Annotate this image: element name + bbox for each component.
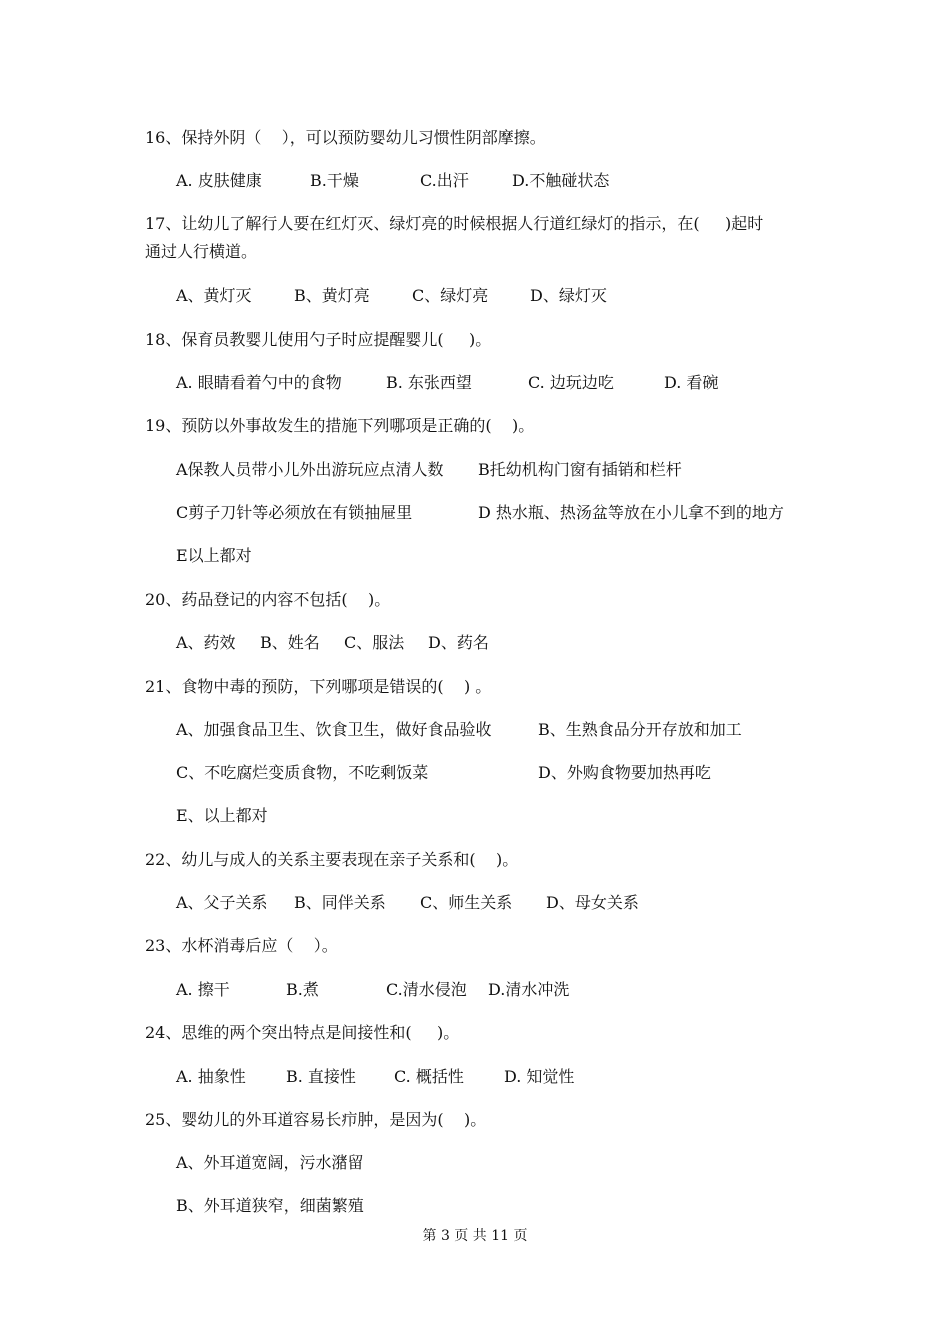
q17-option-d: D、绿灯灭 (530, 286, 607, 305)
question-25-stem: 25、婴幼儿的外耳道容易长疖肿，是因为( )。 (145, 1110, 487, 1129)
q19-option-d: D 热水瓶、热汤盆等放在小儿拿不到的地方 (478, 503, 784, 522)
q19-option-b: B托幼机构门窗有插销和栏杆 (478, 460, 682, 479)
question-18-stem: 18、保育员教婴儿使用勺子时应提醒婴儿( )。 (145, 330, 492, 349)
q25-option-a: A、外耳道宽阔，污水潴留 (176, 1153, 364, 1172)
q20-option-a: A、药效 (176, 633, 236, 652)
q22-option-d: D、母女关系 (546, 893, 639, 912)
q21-option-a: A、加强食品卫生、饮食卫生，做好食品验收 (176, 720, 492, 739)
question-24-stem: 24、思维的两个突出特点是间接性和( )。 (145, 1023, 460, 1042)
q23-option-c: C.清水侵泡 (386, 980, 467, 999)
q16-option-d: D.不触碰状态 (512, 171, 610, 190)
q25-option-b: B、外耳道狭窄，细菌繁殖 (176, 1196, 364, 1215)
question-23-stem: 23、水杯消毒后应（ ）。 (145, 936, 338, 955)
q16-option-c: C.出汗 (420, 171, 469, 190)
q17-option-c: C、绿灯亮 (412, 286, 489, 305)
q21-option-d: D、外购食物要加热再吃 (538, 763, 711, 782)
q21-option-c: C、不吃腐烂变质食物，不吃剩饭菜 (176, 763, 429, 782)
q24-option-d: D. 知觉性 (504, 1067, 575, 1086)
q19-option-c: C剪子刀针等必须放在有锁抽屉里 (176, 503, 413, 522)
q18-option-c: C. 边玩边吃 (528, 373, 614, 392)
q21-option-b: B、生熟食品分开存放和加工 (538, 720, 742, 739)
question-19-stem: 19、预防以外事故发生的措施下列哪项是正确的( )。 (145, 416, 535, 435)
q23-option-b: B.煮 (286, 980, 319, 999)
q22-option-b: B、同伴关系 (294, 893, 386, 912)
q18-option-d: D. 看碗 (664, 373, 719, 392)
q22-option-a: A、父子关系 (176, 893, 268, 912)
question-17-stem-line2: 通过人行横道。 (145, 242, 258, 261)
q16-option-b: B.干燥 (310, 171, 359, 190)
q19-option-e: E以上都对 (176, 546, 252, 565)
q16-option-a: A. 皮肤健康 (176, 171, 262, 190)
q20-option-d: D、药名 (428, 633, 489, 652)
q21-option-e: E、以上都对 (176, 806, 268, 825)
question-22-stem: 22、幼儿与成人的关系主要表现在亲子关系和( )。 (145, 850, 519, 869)
q17-option-a: A、黄灯灭 (176, 286, 252, 305)
q24-option-b: B. 直接性 (286, 1067, 356, 1086)
q18-option-a: A. 眼睛看着勺中的食物 (176, 373, 342, 392)
q19-option-a: A保教人员带小儿外出游玩应点清人数 (176, 460, 444, 479)
q17-option-b: B、黄灯亮 (294, 286, 370, 305)
q22-option-c: C、师生关系 (420, 893, 513, 912)
question-16-stem: 16、保持外阴（ ），可以预防婴幼儿习惯性阴部摩擦。 (145, 128, 546, 147)
q20-option-c: C、服法 (344, 633, 405, 652)
q20-option-b: B、姓名 (260, 633, 320, 652)
q18-option-b: B. 东张西望 (386, 373, 472, 392)
question-17-stem-line1: 17、让幼儿了解行人要在红灯灭、绿灯亮的时候根据人行道红绿灯的指示，在( )起时 (145, 214, 764, 233)
q23-option-d: D.清水冲洗 (488, 980, 570, 999)
page-footer: 第 3 页 共 11 页 (422, 1228, 528, 1244)
q23-option-a: A. 擦干 (176, 980, 230, 999)
q24-option-a: A. 抽象性 (176, 1067, 246, 1086)
q24-option-c: C. 概括性 (394, 1067, 464, 1086)
question-21-stem: 21、食物中毒的预防，下列哪项是错误的( ) 。 (145, 677, 492, 696)
question-20-stem: 20、药品登记的内容不包括( )。 (145, 590, 391, 609)
